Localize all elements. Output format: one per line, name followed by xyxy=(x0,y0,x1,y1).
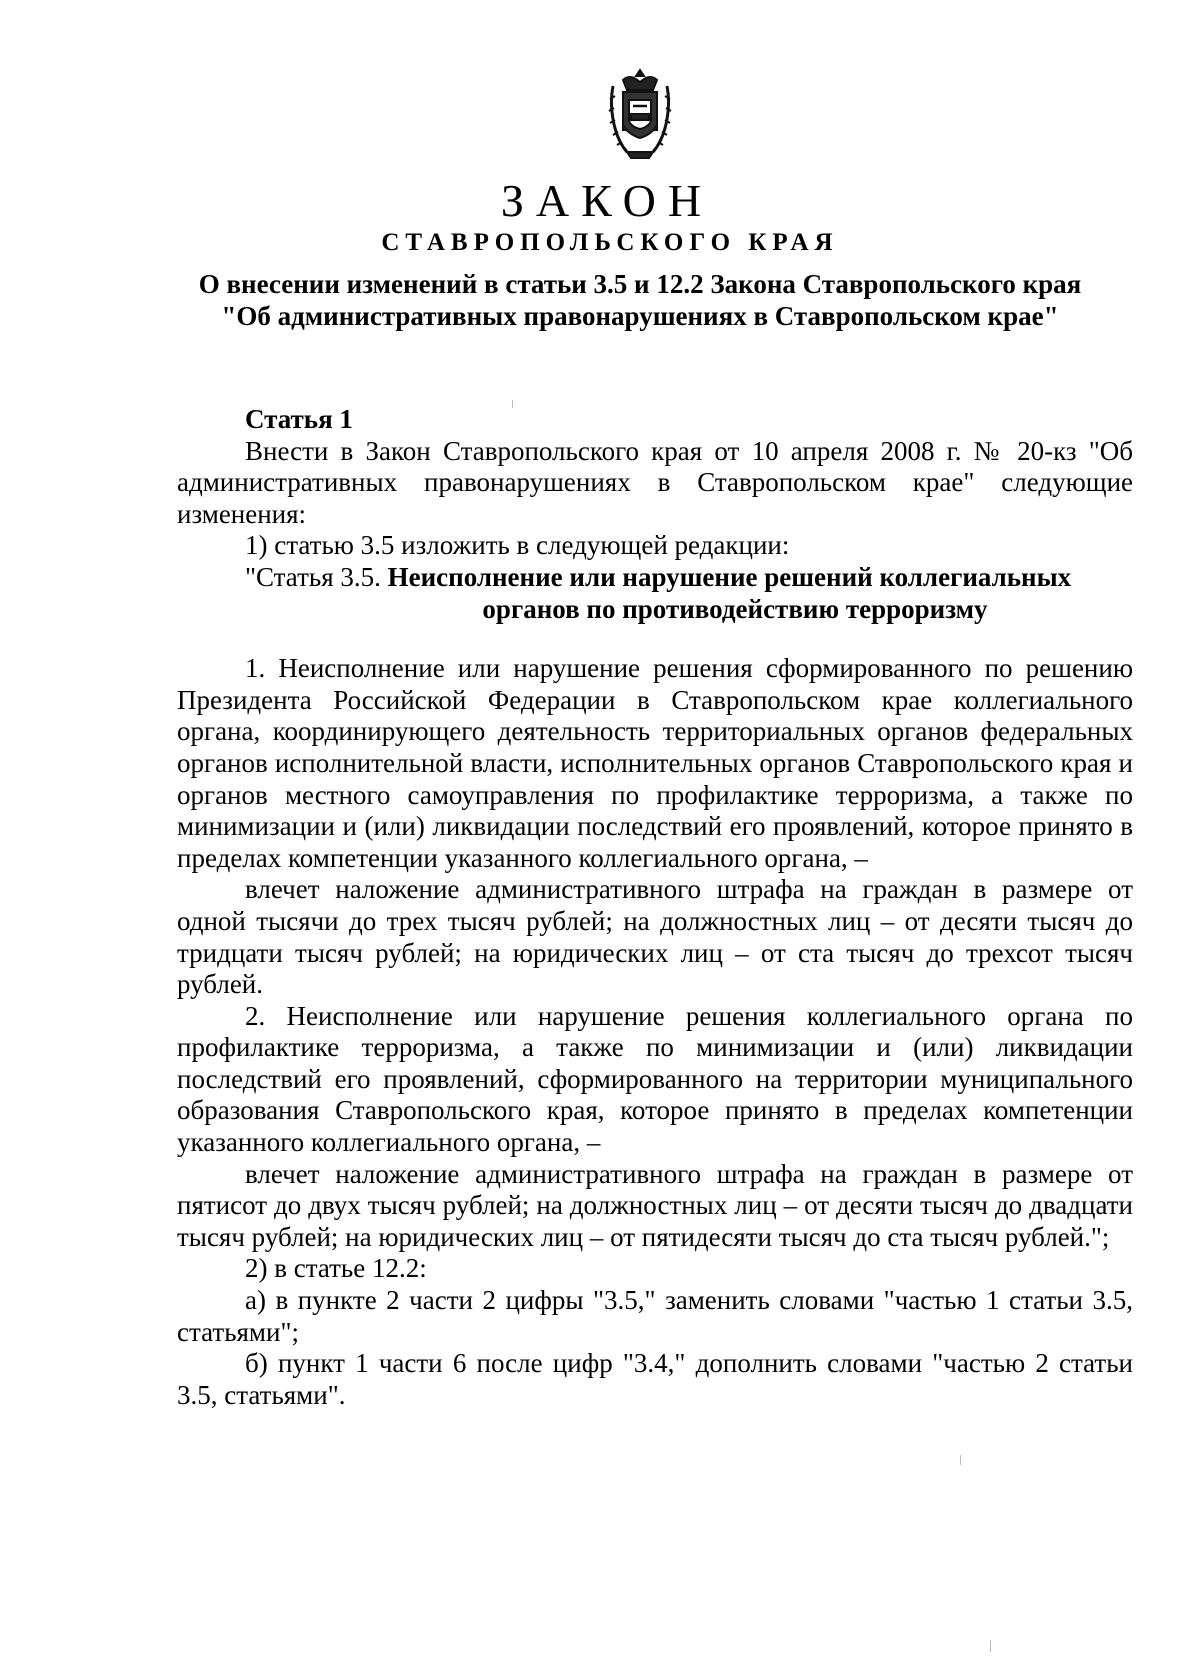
law-subtitle: СТАВРОПОЛЬСКОГО КРАЯ xyxy=(381,229,839,256)
scan-mark xyxy=(512,400,513,408)
paragraph-2-penalty: влечет наложение административного штрафа на граждан в размере от пятисот до двух тысяч рублей; на должностных лиц – от десяти тысяч до двадцати тысяч рублей; на юридических лиц – от пятидесяти тысяч до ста тысяч рублей."; xyxy=(177,1158,1133,1252)
article-intro: Внести в Закон Ставропольского края от 10 апреля 2008 г. № 20-кз "Об административных правонарушениях в Ставропольском крае" следующие изменения: xyxy=(177,435,1133,529)
article-title: Статья 1 xyxy=(245,404,353,434)
law-heading xyxy=(150,268,1130,332)
article-3-5-title-line-1: Неисполнение или нарушение решений коллегиальных xyxy=(387,561,1072,592)
paragraph-1: 1. Неисполнение или нарушение решения сформированного по решению Президента Российской Федерации в Ставропольском крае коллегиального органа, координирующего деятельность территориальных органов федеральных органов исполнительной власти, исполнительных органов Ставропольского края и органов местного самоуправления по профилактике терроризма, а также по минимизации и (или) ликвидации последствий его проявлений, которое принято в пределах компетенции указанного коллегиального органа, – xyxy=(177,653,1133,873)
paragraph-2: 2. Неисполнение или нарушение решения коллегиального органа по профилактике терроризма, а также по минимизации и (или) ликвидации последствий его проявлений, сформированного на территории муниципального образования Ставропольского края, которое принято в пределах компетенции указанного коллегиального органа, – xyxy=(177,1000,1133,1158)
article-3-5-title xyxy=(245,562,1133,594)
heading-line-2: "Об административных правонарушениях в Ставропольском крае" xyxy=(221,301,1059,331)
paragraph-1-penalty: влечет наложение административного штрафа на граждан в размере от одной тысячи до трех тысяч рублей; на должностных лиц – от десяти тысяч до тридцати тысяч рублей; на юридических лиц – от ста тысяч до трехсот тысяч рублей. xyxy=(177,874,1133,1000)
scan-mark xyxy=(960,1455,961,1465)
item-2a: а) в пункте 2 части 2 цифры "3.5," заменить словами "частью 1 статьи 3.5, статьями"; xyxy=(177,1285,1133,1347)
spacer xyxy=(177,625,1133,653)
heading-line-1: О внесении изменений в статьи 3.5 и 12.2 Закона Ставропольского края xyxy=(198,269,1082,299)
article-3-5-prefix: "Статья 3.5. xyxy=(245,561,388,592)
stavropol-coat-of-arms-icon xyxy=(603,66,677,162)
item-2: 2) в статье 12.2: xyxy=(245,1253,427,1284)
article-3-5-title-line-2: органов по противодействию терроризму xyxy=(482,593,988,624)
item-1: 1) статью 3.5 изложить в следующей редакции: xyxy=(245,530,790,561)
item-2b: б) пункт 1 части 6 после цифр "3.4," дополнить словами "частью 2 статьи 3.5, статьями". xyxy=(177,1348,1133,1410)
law-title: ЗАКОН xyxy=(500,175,714,226)
document-body xyxy=(177,404,1133,1411)
scan-mark xyxy=(990,1640,991,1652)
